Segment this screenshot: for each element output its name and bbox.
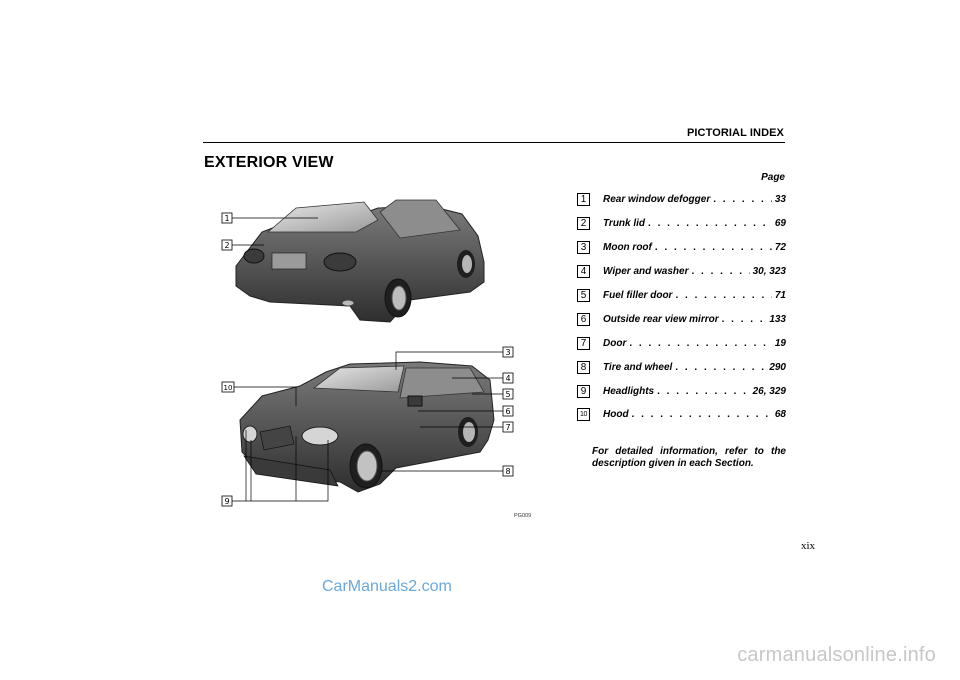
index-item-page: 26, 329 bbox=[752, 385, 786, 397]
index-item-page: 30, 323 bbox=[752, 266, 786, 278]
watermark-carmanuals2[interactable]: CarManuals2.com bbox=[322, 578, 452, 595]
rear-window-glass bbox=[268, 202, 378, 232]
front-wheel-rim bbox=[357, 451, 377, 481]
header-title: PICTORIAL INDEX bbox=[686, 127, 784, 139]
callout-label: 5 bbox=[505, 390, 511, 399]
rear-taillight-right bbox=[324, 253, 356, 271]
index-number-box: 10 bbox=[577, 408, 590, 421]
index-number-box: 6 bbox=[577, 313, 590, 326]
index-item-label: Hood bbox=[603, 409, 629, 421]
rear-license-plate bbox=[272, 253, 306, 269]
watermark-carmanualsonline[interactable]: carmanualsonline.info bbox=[737, 644, 936, 666]
page-number: xix bbox=[800, 540, 815, 552]
callout-label: 10 bbox=[223, 384, 233, 392]
index-item-page: 68 bbox=[774, 409, 786, 421]
callout-label: 3 bbox=[505, 348, 511, 357]
index-item-label: Rear window defogger bbox=[603, 194, 711, 206]
page-column-label: Page bbox=[761, 172, 785, 183]
callout-label: 6 bbox=[505, 407, 511, 416]
index-item-label: Trunk lid bbox=[603, 218, 646, 230]
index-item-label: Tire and wheel bbox=[603, 361, 673, 373]
index-number-box: 3 bbox=[577, 241, 590, 254]
rear-wheel-rim bbox=[392, 286, 406, 310]
headlight-left bbox=[243, 426, 257, 442]
rear-wheel-far-rim bbox=[463, 422, 475, 442]
callout-label: 8 bbox=[505, 467, 511, 476]
exhaust-pipe bbox=[342, 300, 354, 306]
callout-label: 4 bbox=[505, 374, 511, 383]
rear-taillight-left bbox=[244, 249, 264, 263]
index-item-label: Door bbox=[603, 337, 627, 349]
index-item-page: 71 bbox=[774, 290, 786, 301]
callout-label: 2 bbox=[224, 241, 230, 250]
index-item-label: Outside rear view mirror bbox=[603, 313, 719, 325]
callout-label: 7 bbox=[505, 423, 511, 432]
index-item-page: 19 bbox=[774, 337, 786, 349]
index-item-label: Headlights bbox=[603, 385, 655, 397]
detail-note: For detailed information, refer to the description given in each Section. bbox=[592, 446, 786, 469]
index-number-box: 9 bbox=[577, 385, 590, 398]
index-item-page: 33 bbox=[774, 194, 786, 206]
index-item-page: 69 bbox=[774, 218, 786, 230]
index-number-box: 2 bbox=[577, 217, 590, 230]
headlight-right bbox=[302, 427, 338, 445]
index-number-box: 4 bbox=[577, 265, 590, 278]
index-item-page: 133 bbox=[769, 313, 786, 325]
front-wheel-far-rim bbox=[462, 255, 472, 273]
section-title: EXTERIOR VIEW bbox=[204, 154, 334, 171]
index-number-box: 1 bbox=[577, 193, 590, 206]
index-number-box: 5 bbox=[577, 289, 590, 302]
index-item-label: Moon roof bbox=[603, 242, 652, 254]
index-item-label: Fuel filler door bbox=[603, 290, 673, 301]
index-item-label: Wiper and washer bbox=[603, 266, 689, 278]
index-number-box: 8 bbox=[577, 361, 590, 374]
callout-label: 9 bbox=[224, 497, 230, 506]
figure-code: PG009 bbox=[514, 513, 532, 519]
index-item-page: 72 bbox=[774, 242, 786, 254]
index-number-box: 7 bbox=[577, 337, 590, 350]
index-item-page: 290 bbox=[769, 361, 786, 373]
windshield-glass bbox=[314, 366, 404, 392]
front-mirror bbox=[408, 396, 422, 406]
callout-label: 1 bbox=[224, 214, 230, 223]
